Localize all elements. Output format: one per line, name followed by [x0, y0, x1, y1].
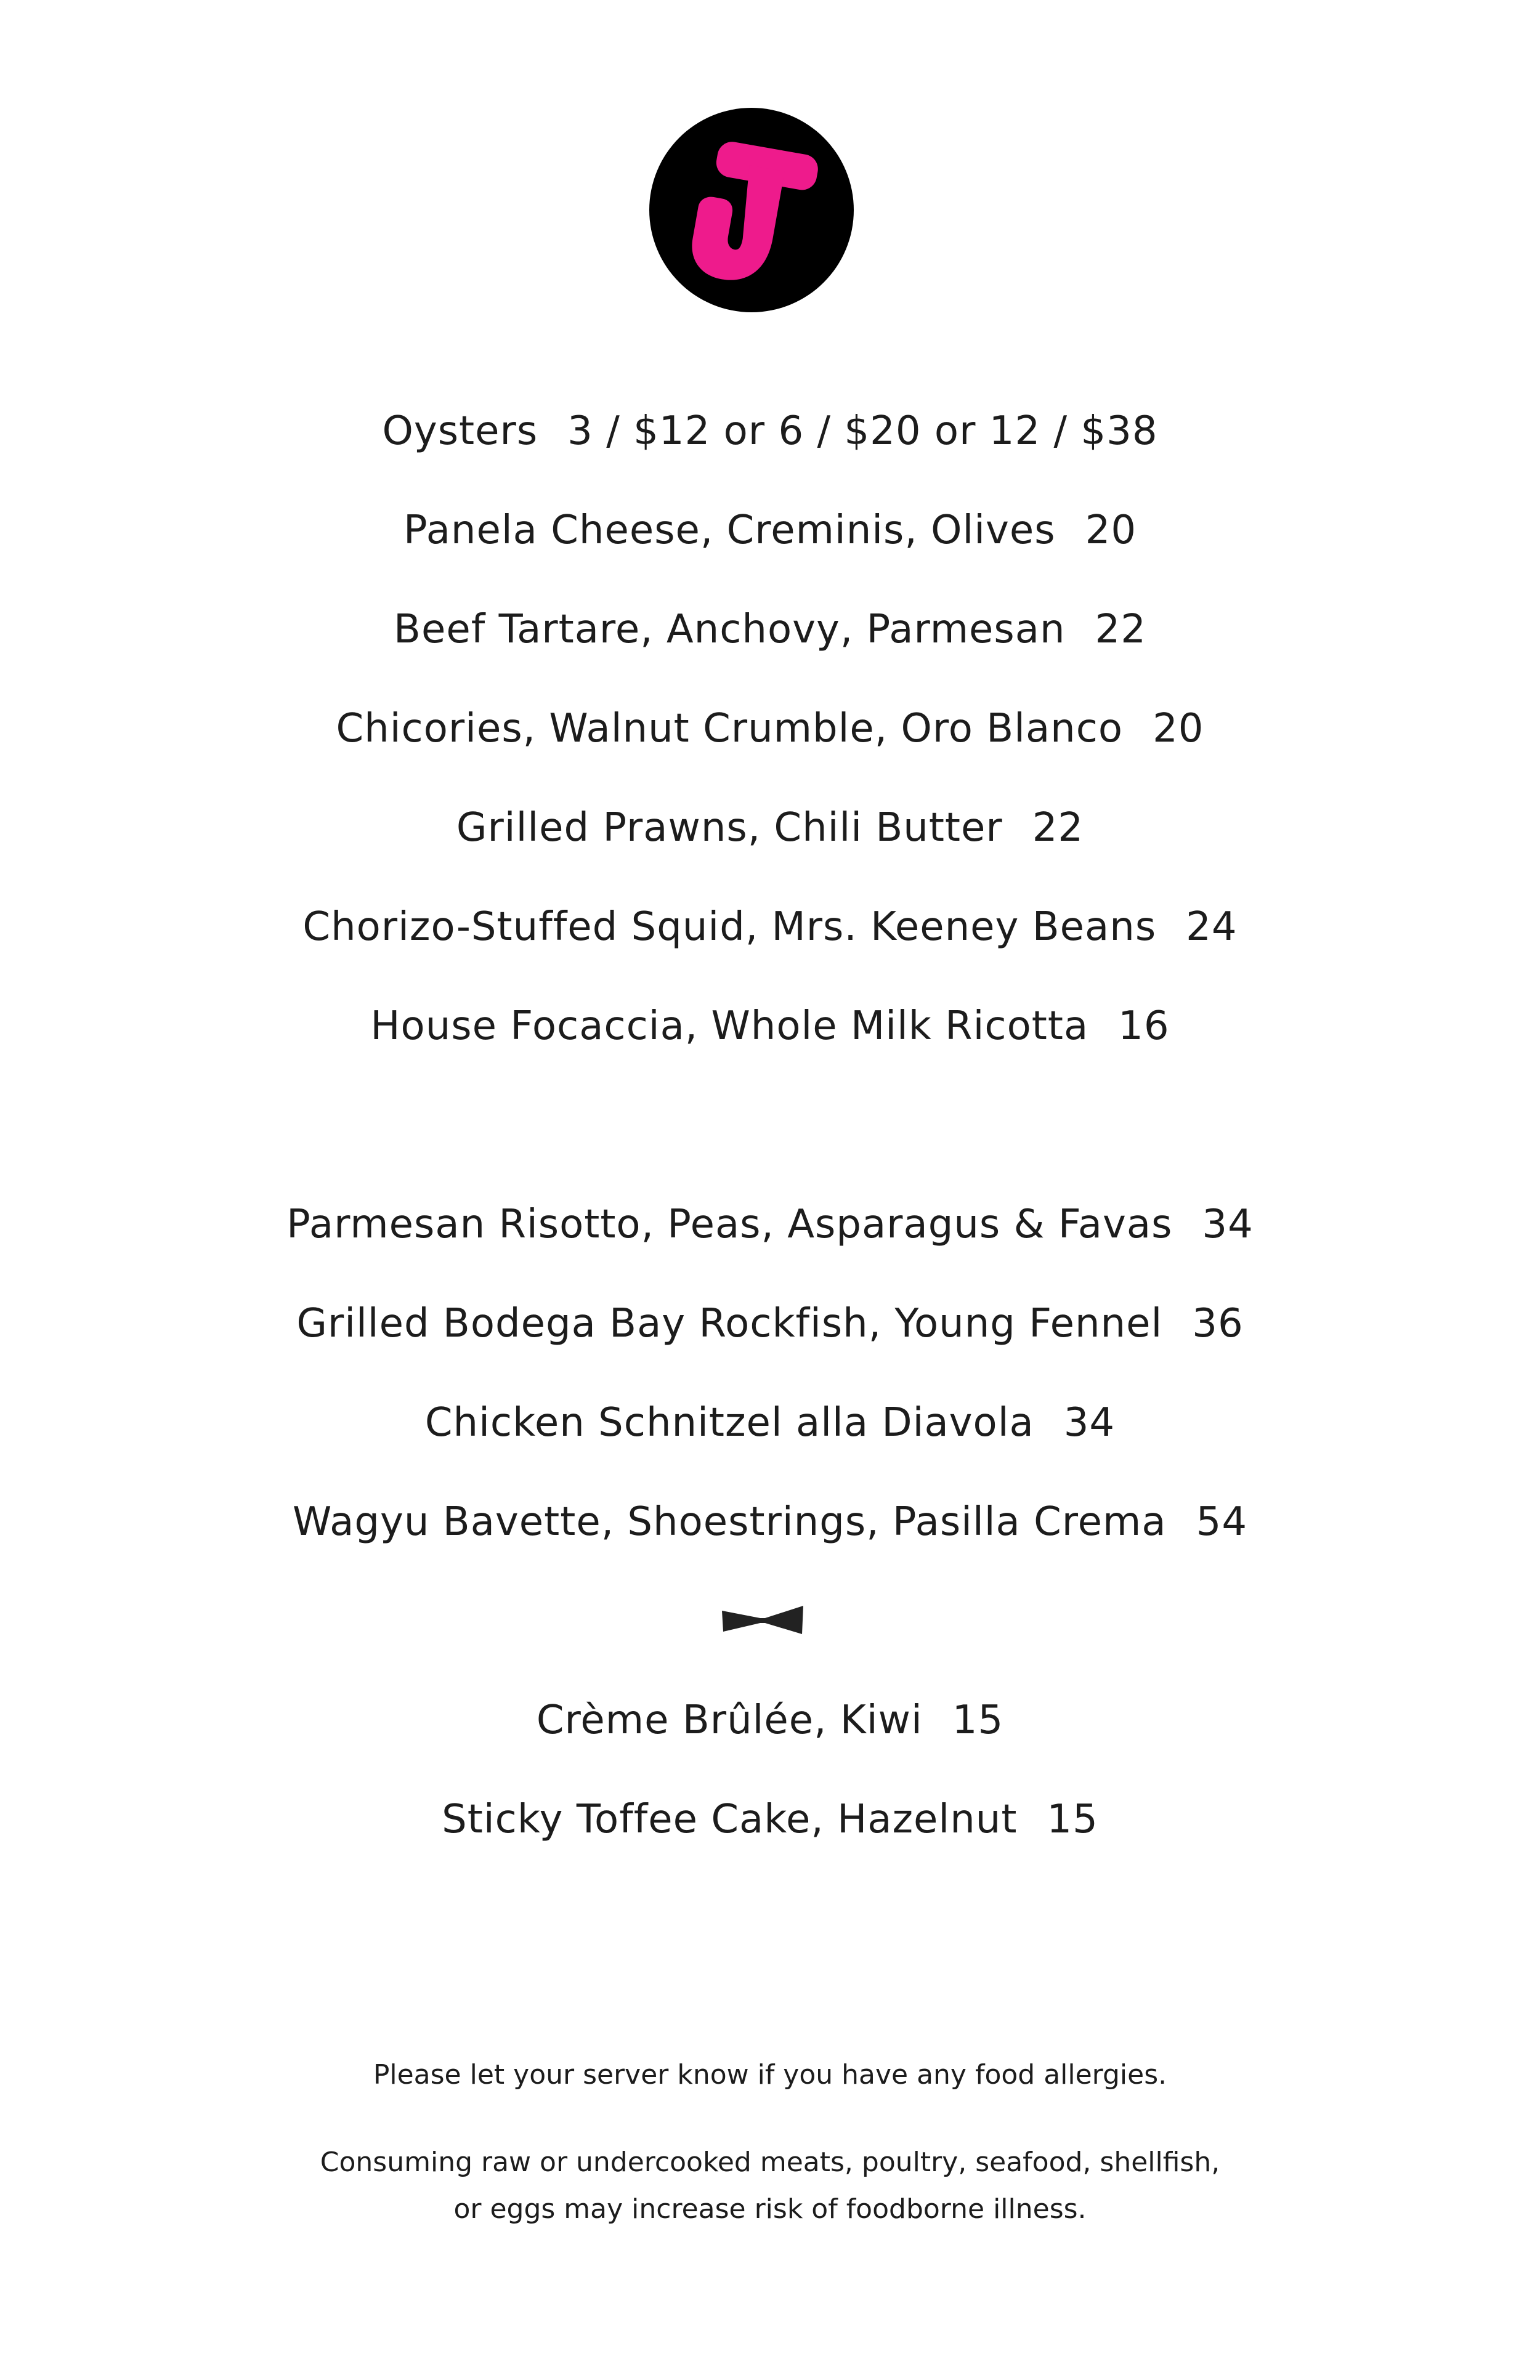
item-price: 20 [1085, 508, 1137, 553]
menu-item [0, 1398, 1540, 1447]
item-name: Grilled Prawns, Chili Butter [456, 805, 1003, 851]
item-name: Sticky Toffee Cake, Hazelnut [442, 1797, 1018, 1842]
item-name: Chorizo-Stuffed Squid, Mrs. Keeney Beans [302, 904, 1157, 950]
menu-item [0, 902, 1540, 952]
item-name: Crème Brûlée, Kiwi [536, 1698, 923, 1743]
menu-item [0, 704, 1540, 753]
item-price: 24 [1186, 904, 1238, 950]
menu-item [0, 605, 1540, 654]
item-price: 16 [1118, 1003, 1170, 1049]
item-name: Oysters [382, 408, 538, 454]
menu-item [0, 407, 1540, 456]
allergy-note: Please let your server know if you have any food allergies. [373, 2059, 1167, 2091]
item-name: Wagyu Bavette, Shoestrings, Pasilla Crema [292, 1499, 1167, 1545]
item-name: Grilled Bodega Bay Rockfish, Young Fennel [296, 1301, 1163, 1346]
menu-item [0, 803, 1540, 852]
menu-item [0, 1696, 1540, 1745]
item-price: 15 [1047, 1797, 1098, 1842]
menu-item [0, 1002, 1540, 1051]
health-warning-line-2: or eggs may increase risk of foodborne illness. [453, 2193, 1087, 2225]
item-price: 34 [1063, 1400, 1116, 1446]
item-price: 22 [1095, 607, 1146, 652]
item-price: 20 [1153, 706, 1204, 751]
item-name: Chicories, Walnut Crumble, Oro Blanco [336, 706, 1124, 751]
item-price: 15 [952, 1698, 1004, 1743]
j-logo-icon [649, 108, 854, 312]
item-price: 3 / $12 or 6 / $20 or 12 / $38 [567, 408, 1158, 454]
item-price: 54 [1196, 1499, 1248, 1545]
item-price: 22 [1032, 805, 1084, 851]
menu-item [0, 506, 1540, 555]
menu-item [0, 1299, 1540, 1348]
menu-item [0, 1795, 1540, 1844]
item-price: 34 [1202, 1202, 1254, 1247]
item-name: House Focaccia, Whole Milk Ricotta [370, 1003, 1089, 1049]
item-price: 36 [1192, 1301, 1244, 1346]
item-name: Panela Cheese, Creminis, Olives [403, 508, 1056, 553]
bow-tie-icon [721, 1605, 804, 1635]
menu-item [0, 1200, 1540, 1249]
item-name: Beef Tartare, Anchovy, Parmesan [394, 607, 1066, 652]
health-warning-line-1: Consuming raw or undercooked meats, poultry, seafood, shellfish, [320, 2147, 1220, 2178]
item-name: Parmesan Risotto, Peas, Asparagus & Favas [286, 1202, 1173, 1247]
menu-item [0, 1497, 1540, 1547]
item-name: Chicken Schnitzel alla Diavola [424, 1400, 1034, 1446]
